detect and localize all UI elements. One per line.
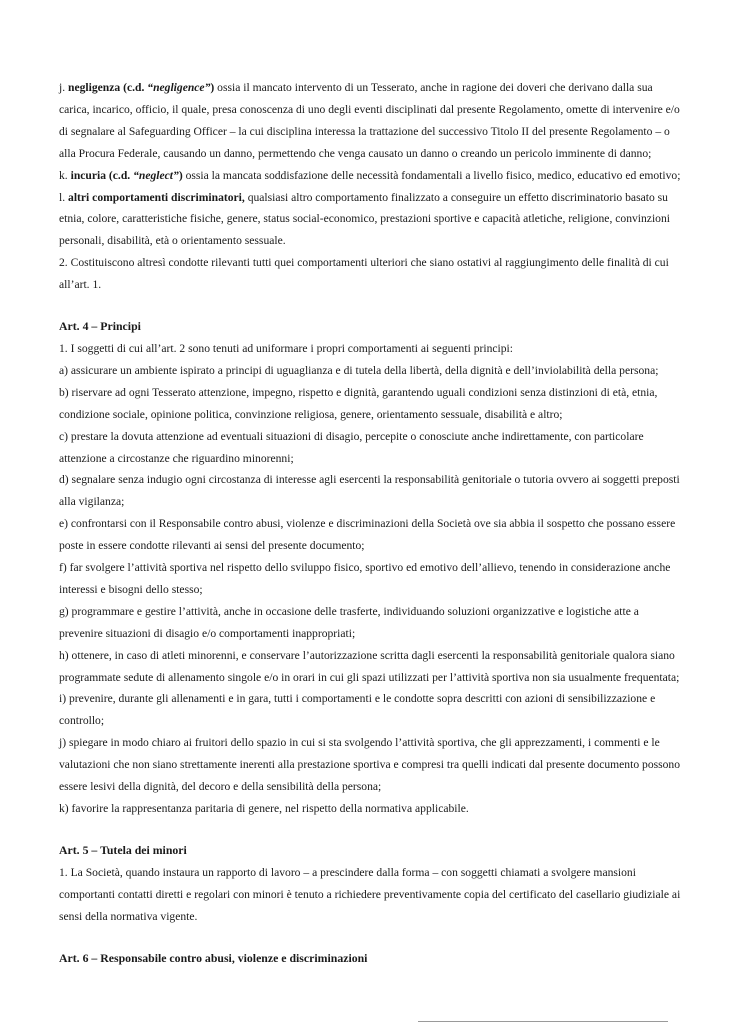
paragraph-2: 2. Costituiscono altresì condotte rilevanti tutti quei comportamenti ulteriori che siano ostativi al raggiungimento delle finalità di cui all’art. 1.: [59, 256, 669, 292]
term-english: “neglect”: [133, 168, 179, 182]
art4-item-f: f) far svolgere l’attività sportiva nel rispetto dello sviluppo fisico, sportivo ed emotivo dell’allievo, tenendo in considerazione anche interessi e bisogni dello stesso;: [59, 561, 671, 596]
art4-item-b: b) riservare ad ogni Tesserato attenzione, impegno, rispetto e dignità, garantendo uguali condizioni senza distinzioni di età, etnia, condizione sociale, opinione politica, convinzione religiosa, genere, orientamento sessuale, disabilità e altro;: [59, 385, 658, 421]
art4-heading: Art. 4 – Principi: [59, 319, 141, 334]
term-bold: altri comportamenti discriminatori,: [68, 190, 245, 204]
cd-open: (c.d.: [120, 81, 148, 94]
cd-open: (c.d.: [106, 168, 134, 182]
definition-l: [59, 187, 681, 253]
art4-item-c: c) prestare la dovuta attenzione ad eventuali situazioni di disagio, percepite o conosciute anche indirettamente, con particolare attenzione a circostanze che riguardino minorenni;: [59, 429, 644, 465]
art4-item-h: h) ottenere, in caso di atleti minorenni, e conservare l’autorizzazione scritta dagli esercenti la responsabilità genitoriale qualora siano programmate sedute di allenamento singole e/o in orari in cui gli spazi utilizzati per l’attività sportiva non sia usualmente frequentata;: [59, 648, 680, 684]
item-marker: k.: [59, 168, 71, 182]
term-english: “negligence”: [147, 81, 211, 94]
definition-text: ossia il mancato intervento di un Tesserato, anche in ragione dei doveri che derivano dalla sua carica, incarico, officio, il quale, presa conoscenza di uno degli eventi disciplinati dal presente Regolamento, omette di intervenire e/o di segnalare al Safeguarding Officer – la cui disciplina interessa la trattazione del successivo Titolo II del presente Regolamento – o alla Procura Federale, causando un danno, permettendo che venga causato un danno o creando un pericolo imminente di danno;: [59, 81, 680, 160]
art4-item-j: j) spiegare in modo chiaro ai fruitori dello spazio in cui si sta svolgendo l’attività sportiva, che gli apprezzamenti, i commenti e le valutazioni che non siano strettamente inerenti alla prestazione sportiva e compresi tra quelli indicati dal presente documento possono essere lesivi della dignità, del decoro e della sensibilità della persona;: [59, 736, 681, 794]
art4-lead: 1. I soggetti di cui all’art. 2 sono tenuti ad uniformare i propri comportamenti ai seguenti principi:: [59, 341, 513, 355]
definition-k: [59, 165, 681, 187]
art6-heading: Art. 6 – Responsabile contro abusi, violenze e discriminazioni: [59, 950, 368, 965]
art5-heading: Art. 5 – Tutela dei minori: [59, 842, 187, 857]
art4-item-g: g) programmare e gestire l’attività, anche in occasione delle trasferte, individuando soluzioni organizzative e logistiche atte a prevenire situazioni di disagio e/o comportamenti inappropriati;: [59, 604, 639, 640]
spacer: [59, 296, 681, 316]
art4-item-a: a) assicurare un ambiente ispirato a principi di uguaglianza e di tutela della libertà, della dignità e dell’inviolabilità della persona;: [59, 363, 659, 377]
item-marker: j.: [59, 81, 69, 94]
cd-close: ): [210, 81, 215, 94]
term-bold: negligenza: [68, 81, 121, 94]
footer-rule: [418, 1021, 668, 1022]
spacer: [59, 928, 681, 948]
term-bold: incuria: [70, 168, 107, 182]
art4-item-i: i) prevenire, durante gli allenamenti e in gara, tutti i comportamenti e le condotte sopra descritti con azioni di sensibilizzazione e controllo;: [59, 692, 656, 728]
definition-j: [59, 77, 681, 165]
cd-close: ): [178, 168, 183, 182]
spacer: [59, 820, 681, 840]
definition-text: ossia la mancata soddisfazione delle necessità fondamentali a livello fisico, medico, educativo ed emotivo;: [182, 168, 681, 182]
item-marker: l.: [59, 190, 69, 204]
art5-text: 1. La Società, quando instaura un rapporto di lavoro – a prescindere dalla forma – con soggetti chiamati a svolgere mansioni comportanti contatti diretti e regolari con minori è tenuto a richiedere preventivamente copia del certificato del casellario giudiziale ai sensi della normativa vigente.: [59, 865, 681, 923]
art4-item-k: k) favorire la rappresentanza paritaria di genere, nel rispetto della normativa applicabile.: [59, 802, 469, 815]
art4-item-e: e) confrontarsi con il Responsabile contro abusi, violenze e discriminazioni della Società ove sia abbia il sospetto che possano essere poste in essere condotte rilevanti ai sensi del presente documento;: [59, 517, 676, 553]
document-body: [59, 77, 681, 969]
art4-item-d: d) segnalare senza indugio ogni circostanza di interesse agli esercenti la responsabilità genitoriale o tutoria ovvero ai soggetti preposti alla vigilanza;: [59, 473, 680, 509]
definition-text: qualsiasi altro comportamento finalizzato a conseguire un effetto discriminatorio basato su etnia, colore, caratteristiche fisiche, genere, status social-economico, prestazioni sportive e capacità atletiche, religione, convinzioni personali, disabilità, età o orientamento sessuale.: [59, 190, 670, 248]
